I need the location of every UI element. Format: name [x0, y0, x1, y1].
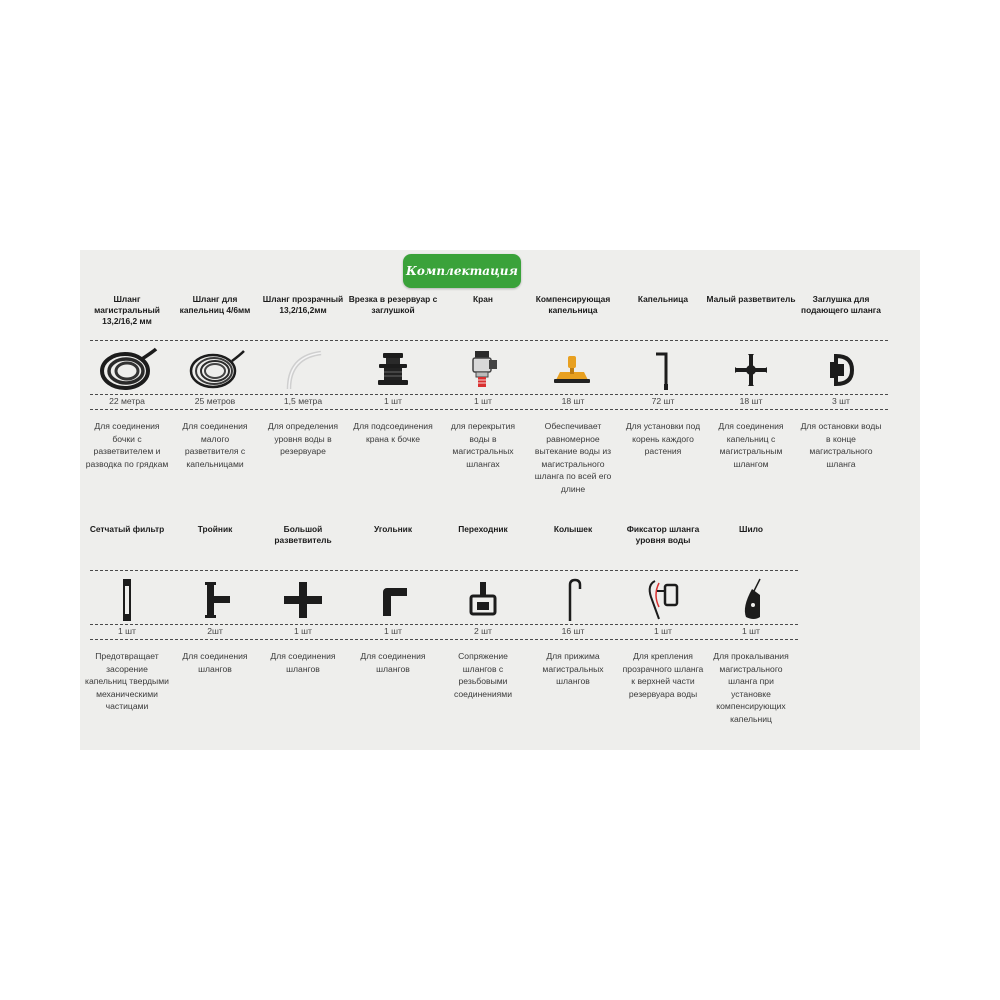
item-title: Фиксатор шланга уровня воды	[626, 524, 700, 545]
item-desc: Для соединения малого разветвителя с капельницами	[182, 421, 248, 469]
item-desc: Для прокалывания магистрального шланга при установке компенсирующих капельниц	[713, 651, 789, 724]
awl-icon	[734, 577, 768, 623]
dripper-icon	[648, 348, 678, 392]
valve-icon	[463, 348, 503, 392]
item-desc: Для соединения шлангов	[182, 651, 248, 674]
kit-contents-panel	[80, 250, 920, 750]
item-title: Переходник	[458, 524, 508, 534]
divider	[90, 570, 798, 571]
item-desc: Для подсоединения крана к бочке	[353, 421, 433, 444]
item-title: Шланг для капельниц 4/6мм	[179, 294, 251, 315]
item-title: Сетчатый фильтр	[89, 524, 165, 534]
hose-coil-icon	[92, 347, 162, 393]
item-qty: 18 шт	[561, 396, 585, 406]
tee-connector-icon	[195, 578, 235, 622]
item-desc: Для установки под корень каждого растения	[625, 421, 701, 457]
item-desc: Для остановки воды в конце магистрального шланга	[800, 421, 882, 469]
item-title: Шланг магистральный 13,2/16,2 мм	[94, 294, 160, 326]
item-qty: 3 шт	[832, 396, 850, 406]
item-qty: 1 шт	[474, 396, 492, 406]
item-title: Кран	[473, 294, 493, 304]
elbow-connector-icon	[373, 578, 413, 622]
item-qty: 1,5 метра	[283, 396, 323, 406]
item-title: Капельница	[637, 294, 689, 304]
end-plug-icon	[824, 350, 858, 390]
hose-clamp-icon	[643, 577, 683, 623]
item-title: Шланг прозрачный 13,2/16,2мм	[262, 294, 344, 315]
thin-hose-coil-icon	[180, 347, 250, 393]
item-title: Компенсирующая капельница	[535, 294, 611, 315]
item-desc: Обеспечивает равномерное вытекание воды из магистрального шланга по всей его длине	[534, 421, 612, 494]
item-title: Заглушка для подающего шланга	[801, 294, 881, 315]
item-title: Тройник	[197, 524, 233, 534]
item-qty: 2 шт	[474, 626, 492, 636]
item-desc: Сопряжение шлангов с резьбовыми соединениями	[453, 651, 512, 699]
item-desc: Для прижима магистральных шлангов	[542, 651, 604, 687]
item-desc: Для соединения капельниц с магистральным шлангом	[718, 421, 784, 469]
mesh-filter-icon	[115, 577, 139, 623]
item-qty: 1 шт	[654, 626, 672, 636]
item-desc: Для соединения бочки с разветвителем и разводка по грядкам	[85, 421, 169, 469]
small-splitter-icon	[731, 350, 771, 390]
item-title: Угольник	[373, 524, 413, 534]
item-qty: 1 шт	[384, 626, 402, 636]
divider	[90, 340, 888, 341]
item-title: Большой разветвитель	[274, 524, 332, 545]
tank-fitting-icon	[373, 350, 413, 390]
item-qty: 1 шт	[742, 626, 760, 636]
item-desc: Для соединения шлангов	[270, 651, 336, 674]
item-desc: Для крепления прозрачного шланга к верхней части резервуара воды	[622, 651, 704, 699]
divider	[90, 394, 888, 395]
item-title: Колышек	[553, 524, 593, 534]
divider	[90, 639, 798, 640]
compensating-dripper-icon	[548, 350, 598, 390]
item-title: Врезка в резервуар с заглушкой	[348, 294, 438, 315]
item-desc: Предотвращает засорение капельниц твердыми механическими частицами	[85, 651, 169, 712]
item-qty: 2шт	[207, 626, 223, 636]
item-qty: 18 шт	[739, 396, 763, 406]
item-qty: 1 шт	[384, 396, 402, 406]
adapter-icon	[463, 578, 503, 622]
stake-icon	[558, 577, 588, 623]
item-qty: 16 шт	[561, 626, 585, 636]
item-title: Шило	[739, 524, 763, 534]
divider	[90, 409, 888, 410]
kit-badge: Комплектация	[403, 254, 521, 288]
item-qty: 72 шт	[651, 396, 675, 406]
item-qty: 1 шт	[294, 626, 312, 636]
divider	[90, 624, 798, 625]
item-desc: для перекрытия воды в магистральных шлангах	[450, 421, 516, 469]
item-desc: Для соединения шлангов	[360, 651, 426, 674]
item-qty: 22 метра	[109, 396, 145, 406]
item-qty: 25 метров	[194, 396, 236, 406]
clear-hose-icon	[273, 347, 333, 393]
item-desc: Для определения уровня воды в резервуаре	[267, 421, 339, 457]
cross-connector-icon	[280, 578, 326, 622]
item-title: Малый разветвитель	[706, 294, 796, 304]
item-qty: 1 шт	[118, 626, 136, 636]
